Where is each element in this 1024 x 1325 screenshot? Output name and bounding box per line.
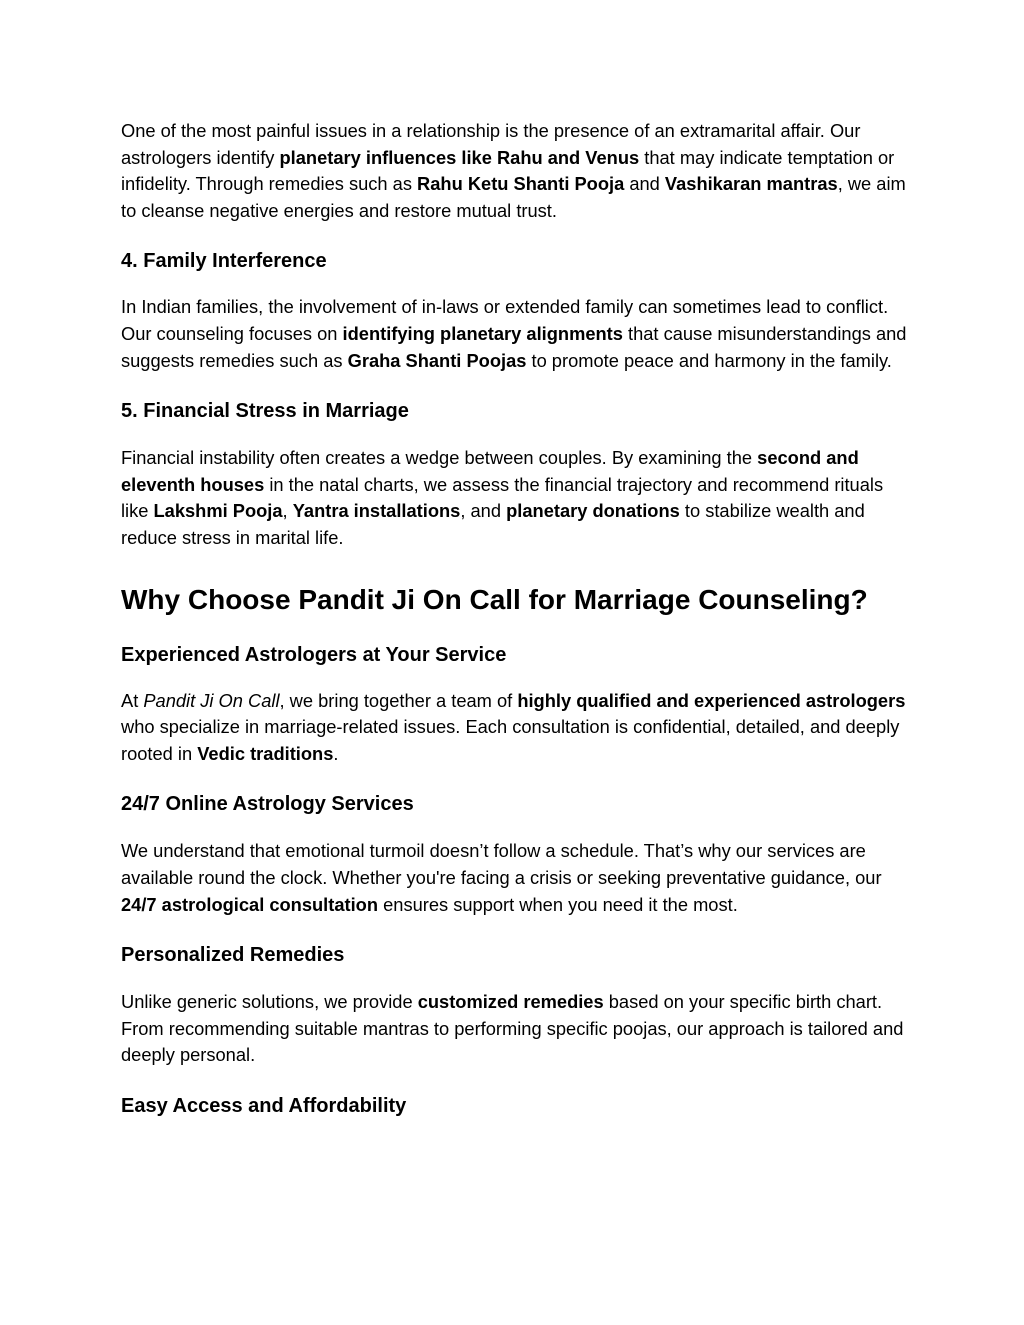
text-segment: in the natal charts, we assess the financial trajectory and recommend rituals like	[121, 473, 884, 522]
text-segment: At	[121, 689, 144, 711]
text-segment: ,	[282, 500, 293, 522]
why-choose-heading: Why Choose Pandit Ji On Call for Marriage Counseling?	[121, 583, 868, 615]
bold-text: planetary influences like Rahu and Venus	[279, 146, 640, 168]
text-segment: to promote peace and harmony in the family.	[526, 349, 892, 371]
text-segment: , and	[460, 500, 507, 522]
personalized-remedies-paragraph	[121, 989, 911, 1069]
bold-text: Vashikaran mantras	[664, 173, 838, 195]
online-astrology-paragraph	[121, 838, 911, 918]
experienced-astrologers-heading: Experienced Astrologers at Your Service	[121, 643, 507, 666]
bold-text: Rahu Ketu Shanti Pooja	[417, 173, 625, 195]
document-page	[121, 118, 911, 1119]
text-segment: ensures support when you need it the most.	[378, 893, 738, 915]
text-segment: , we bring together a team of	[279, 689, 518, 711]
online-astrology-heading: 24/7 Online Astrology Services	[121, 793, 414, 816]
financial-stress-paragraph	[121, 445, 911, 551]
bold-text: Yantra installations	[292, 500, 461, 522]
text-segment: One of the most painful issues in a relationship is the presence of an extramarital affair. Our astrologers identify	[121, 120, 861, 168]
text-segment: that cause misunderstandings and suggests remedies such as	[121, 322, 907, 371]
text-segment: Unlike generic solutions, we provide	[121, 991, 418, 1013]
experienced-astrologers-paragraph	[121, 688, 911, 768]
text-segment: who specialize in marriage-related issues. Each consultation is confidential, detailed, and deeply rooted in	[121, 716, 900, 764]
family-interference-heading: 4. Family Interference	[121, 250, 327, 273]
easy-access-heading: Easy Access and Affordability	[121, 1094, 407, 1117]
personalized-remedies-heading: Personalized Remedies	[121, 944, 345, 967]
text-segment: We understand that emotional turmoil doesn’t follow a schedule. That’s why our services are available round the clock. Whether you're facing a crisis or seeking preventative guidance, our	[121, 840, 882, 888]
bold-text: highly qualified and experienced astrologers	[517, 689, 906, 711]
bold-text: second and eleventh houses	[121, 447, 859, 495]
bold-text: planetary donations	[506, 500, 680, 522]
text-segment: and	[624, 173, 665, 195]
family-interference-paragraph	[121, 294, 911, 374]
text-segment: .	[333, 742, 339, 764]
text-segment: In Indian families, the involvement of in-laws or extended family can sometimes lead to conflict. Our counseling focuses on	[121, 296, 889, 344]
bold-text: 24/7 astrological consultation	[121, 893, 379, 915]
text-segment: based on your specific birth chart. From recommending suitable mantras to performing specific poojas, our approach is tailored and deeply personal.	[121, 991, 904, 1066]
bold-text: Lakshmi Pooja	[153, 500, 283, 522]
text-segment: Financial instability often creates a wedge between couples. By examining the	[121, 447, 758, 469]
financial-stress-heading: 5. Financial Stress in Marriage	[121, 400, 409, 423]
bold-text: Graha Shanti Poojas	[347, 349, 527, 371]
bold-text: identifying planetary alignments	[342, 322, 623, 344]
text-segment: that may indicate temptation or infidelity. Through remedies such as	[121, 146, 895, 195]
text-segment: to stabilize wealth and reduce stress in marital life.	[121, 500, 865, 548]
italic-text: Pandit Ji On Call	[143, 689, 280, 711]
extramarital-affair-paragraph	[121, 118, 911, 224]
text-segment: , we aim to cleanse negative energies and restore mutual trust.	[121, 173, 906, 221]
bold-text: customized remedies	[417, 991, 604, 1013]
bold-text: Vedic traditions	[197, 742, 334, 764]
